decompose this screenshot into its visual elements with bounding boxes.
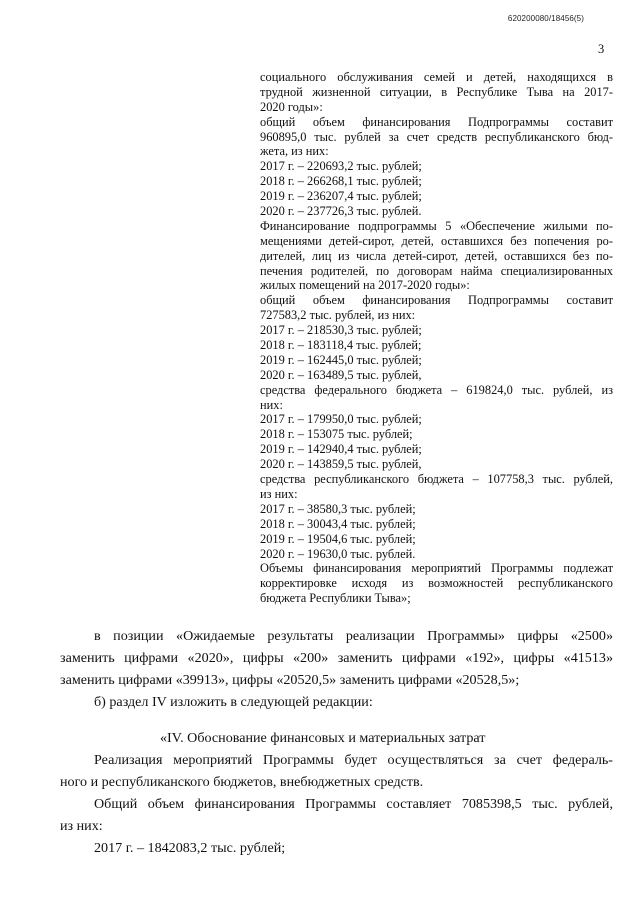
program-funding-column bbox=[260, 70, 613, 606]
column-line: 2018 г. – 266268,1 тыс. рублей; bbox=[260, 174, 422, 189]
column-line: 2017 г. – 218530,3 тыс. рублей; bbox=[260, 323, 422, 338]
column-line: 2017 г. – 38580,3 тыс. рублей; bbox=[260, 501, 416, 516]
document-id: 620200080/18456(5) bbox=[507, 14, 584, 23]
paragraph-line: 2017 г. – 1842083,2 тыс. рублей; bbox=[94, 840, 286, 856]
column-line: 2018 г. – 153075 тыс. рублей; bbox=[260, 427, 413, 442]
column-line: 727583,2 тыс. рублей, из них: bbox=[260, 308, 416, 323]
paragraph-line: в позиции «Ожидаемые результаты реализации Программы» цифры «2500» bbox=[94, 628, 613, 644]
column-line: 2019 г. – 19504,6 тыс. рублей; bbox=[260, 531, 416, 546]
column-line: Объемы финансирования мероприятий Программы подлежат bbox=[260, 561, 613, 576]
section-heading: «IV. Обоснование финансовых и материальных затрат bbox=[160, 730, 486, 746]
column-line: 2020 г. – 19630,0 тыс. рублей. bbox=[260, 546, 416, 561]
column-line: 2019 г. – 162445,0 тыс. рублей; bbox=[260, 352, 422, 367]
column-line: из них: bbox=[260, 486, 298, 501]
column-line: трудной жизненной ситуации, в Республике Тыва на 2017- bbox=[260, 84, 613, 99]
column-line: 2018 г. – 30043,4 тыс. рублей; bbox=[260, 516, 416, 531]
column-line: 2017 г. – 220693,2 тыс. рублей; bbox=[260, 159, 422, 174]
column-line: корректировке исходя из возможностей республиканского bbox=[260, 576, 613, 591]
paragraph-line: заменить цифрами «2020», цифры «200» заменить цифрами «192», цифры «41513» bbox=[60, 650, 613, 666]
column-line: 2020 г. – 237726,3 тыс. рублей. bbox=[260, 204, 422, 219]
column-line: жета, из них: bbox=[260, 144, 329, 159]
column-line: средства федерального бюджета – 619824,0 тыс. рублей, из bbox=[260, 382, 613, 397]
column-line: 2019 г. – 236207,4 тыс. рублей; bbox=[260, 189, 422, 204]
paragraph-line: Общий объем финансирования Программы составляет 7085398,5 тыс. рублей, bbox=[94, 796, 613, 812]
paragraph-line: Реализация мероприятий Программы будет осуществляться за счет федераль- bbox=[94, 752, 613, 768]
column-line: 2020 г. – 163489,5 тыс. рублей, bbox=[260, 367, 422, 382]
column-line: Финансирование подпрограммы 5 «Обеспечение жилыми по- bbox=[260, 218, 613, 233]
column-line: дителей, лиц из числа детей-сирот, детей, оставшихся без по- bbox=[260, 248, 613, 263]
column-line: средства республиканского бюджета – 107758,3 тыс. рублей, bbox=[260, 472, 613, 487]
paragraph-line: заменить цифрами «39913», цифры «20520,5» заменить цифрами «20528,5»; bbox=[60, 672, 520, 688]
body-text bbox=[60, 625, 613, 859]
column-line: 2020 г. – 143859,5 тыс. рублей, bbox=[260, 457, 422, 472]
column-line: общий объем финансирования Подпрограммы составит bbox=[260, 293, 613, 308]
column-line: бюджета Республики Тыва»; bbox=[260, 591, 411, 606]
column-line: общий объем финансирования Подпрограммы составит bbox=[260, 114, 613, 129]
column-line: 2017 г. – 179950,0 тыс. рублей; bbox=[260, 412, 422, 427]
column-line: 960895,0 тыс. рублей за счет средств республиканского бюд- bbox=[260, 129, 613, 144]
column-line: социального обслуживания семей и детей, находящихся в bbox=[260, 70, 613, 84]
column-line: 2018 г. – 183118,4 тыс. рублей; bbox=[260, 338, 422, 353]
column-line: мещениями детей-сирот, детей, оставшихся без попечения ро- bbox=[260, 233, 613, 248]
page-number: 3 bbox=[598, 42, 605, 56]
paragraph-line: из них: bbox=[60, 818, 103, 834]
column-line: печения родителей, по договорам найма специализированных bbox=[260, 263, 613, 278]
paragraph-line: ного и республиканского бюджетов, внебюджетных средств. bbox=[60, 774, 424, 790]
column-line: жилых помещений на 2017-2020 годы»: bbox=[260, 278, 470, 293]
column-line: них: bbox=[260, 397, 283, 412]
column-line: 2019 г. – 142940,4 тыс. рублей; bbox=[260, 442, 422, 457]
paragraph-line: б) раздел IV изложить в следующей редакции: bbox=[94, 694, 373, 710]
column-line: 2020 годы»: bbox=[260, 99, 323, 114]
